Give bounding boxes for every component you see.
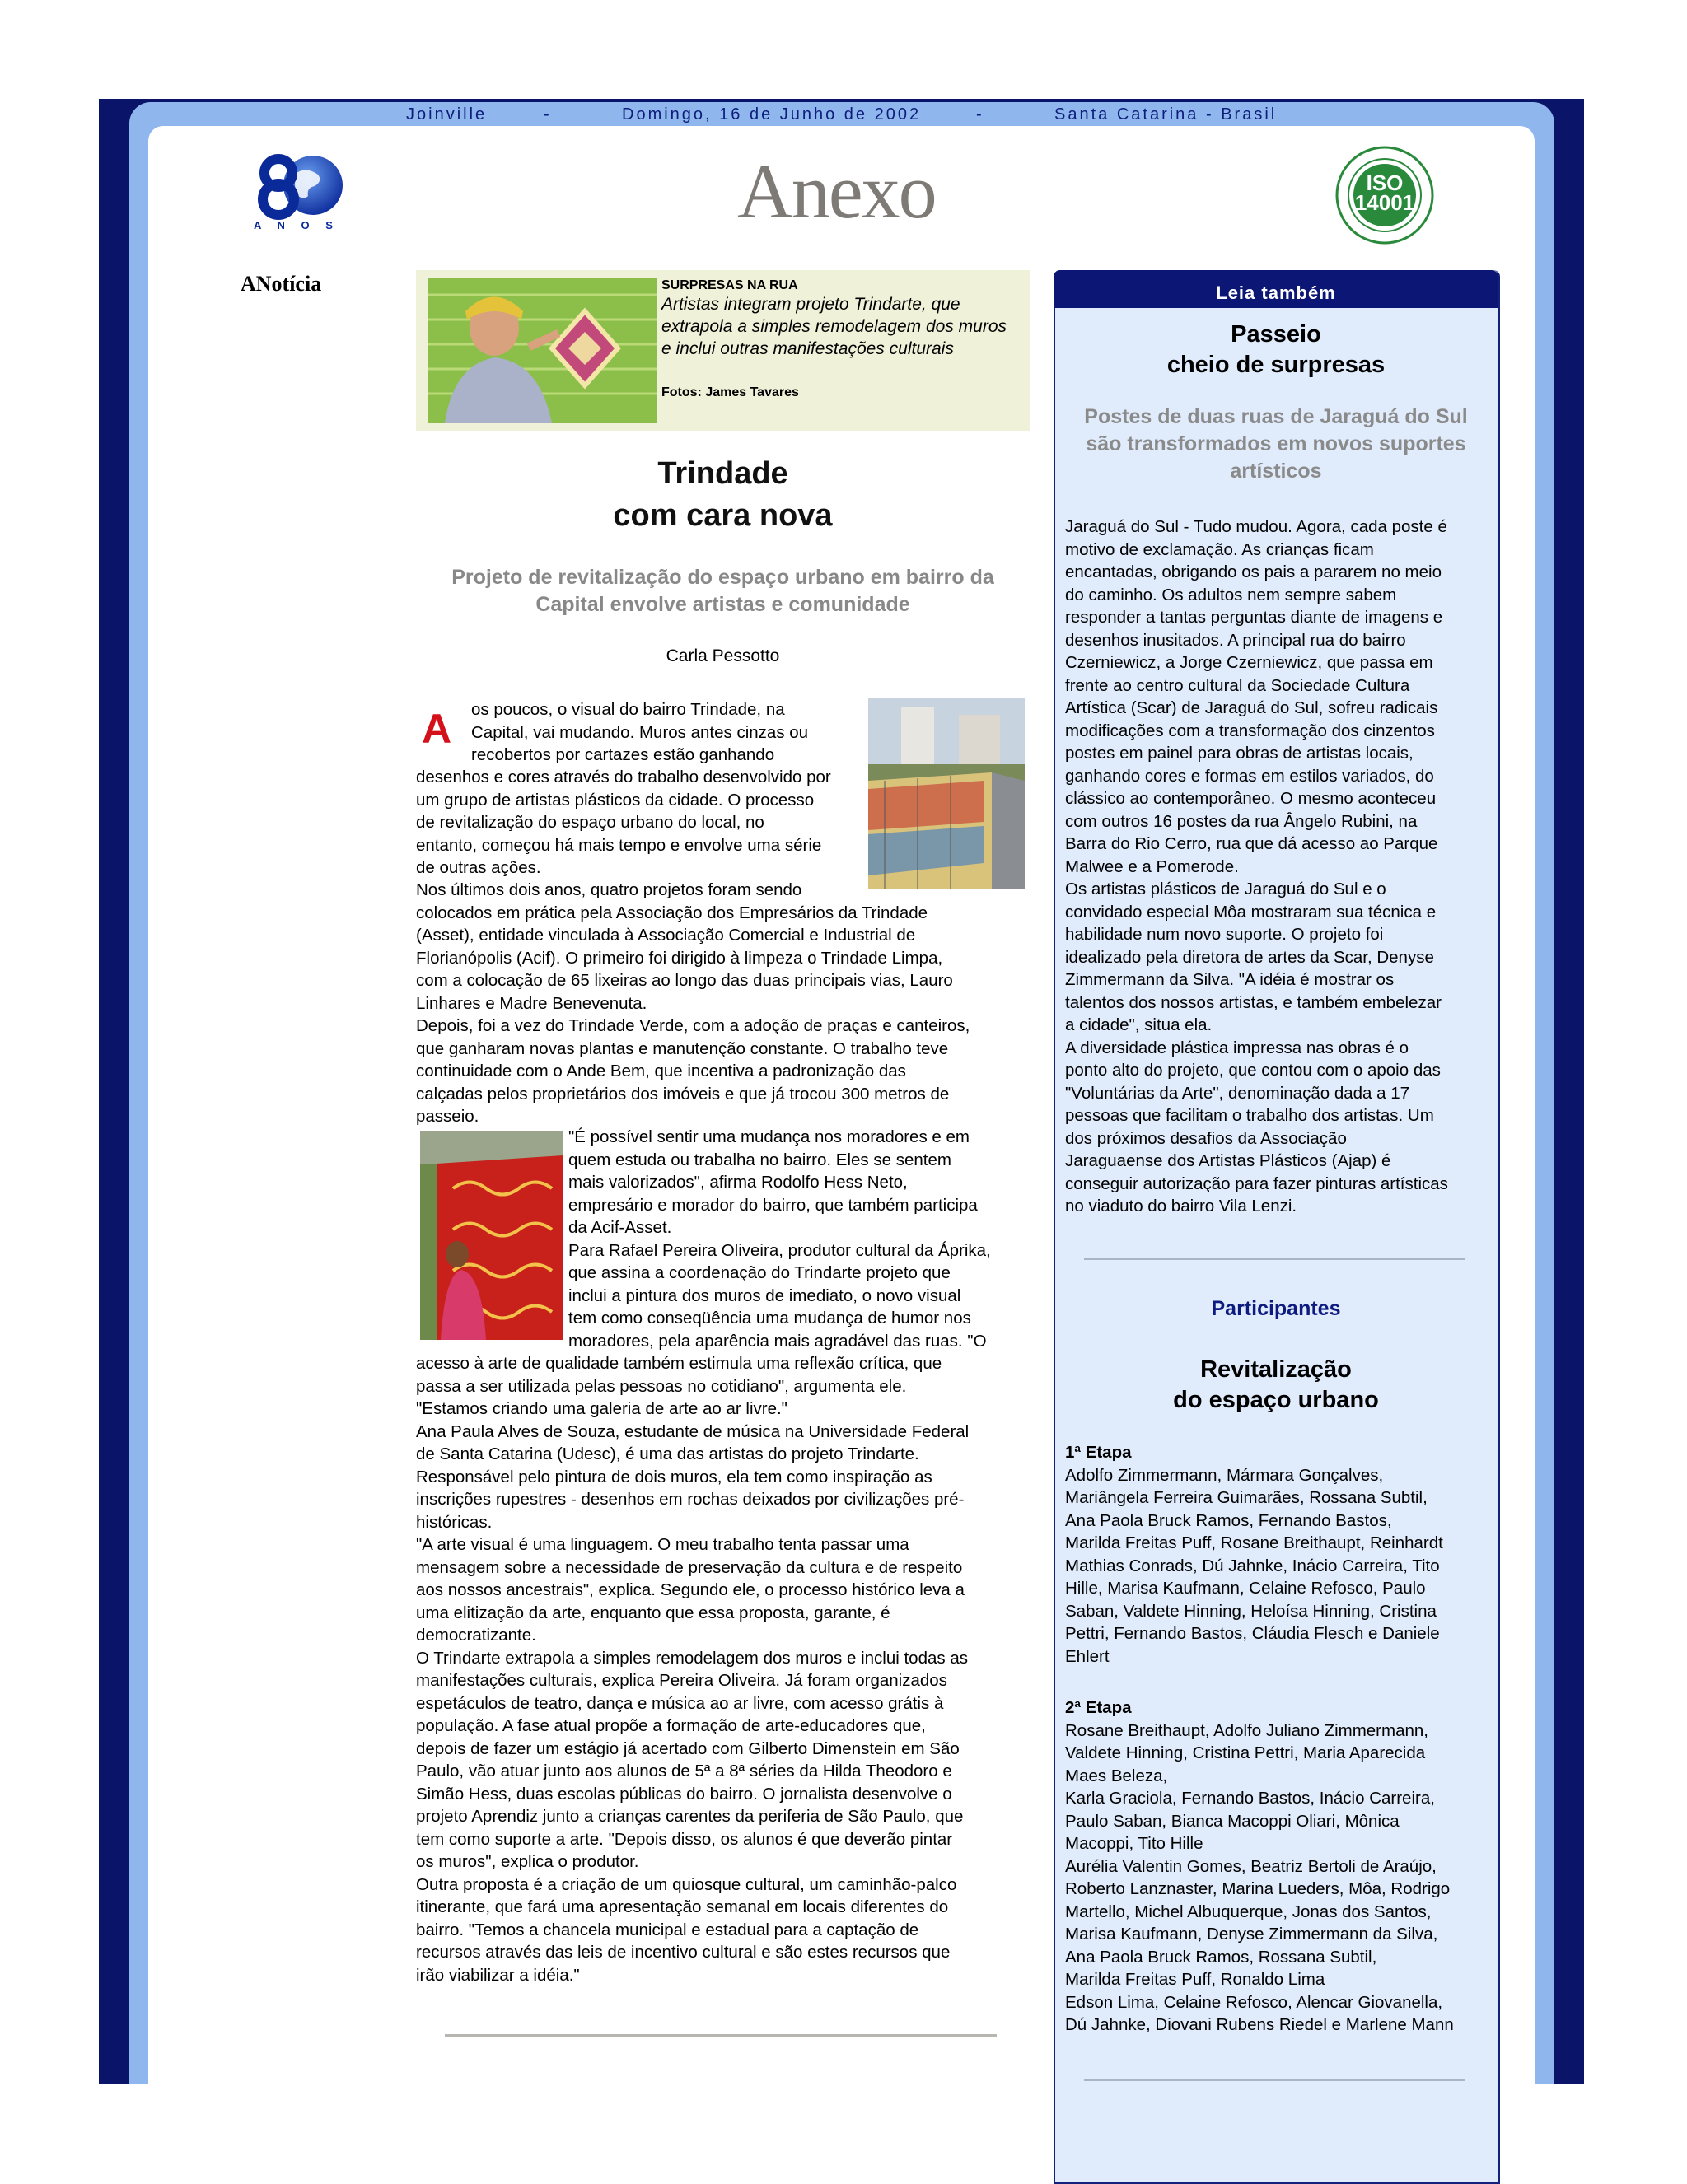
sidebar-title: Passeio cheio de surpresas	[1166, 321, 1386, 378]
sidebar-header: Leia também	[1054, 270, 1498, 308]
etapa-1-list: 1ª Etapa Adolfo Zimmermann, Mármara Gonçalves, Mariângela Ferreira Guimarães, Rossana Subtil, Ana Paola Bruck Ramos, Fernando Bastos, Marilda Freitas Puff, Rosane Breithaupt, Reinhardt Mathias Conrads, Dú Jahnke, Inácio Carreira, Tito Hille, Marisa Kaufmann, Celaine Refosco, Paulo Saban, Valdete Hinning, Heloísa Hinning, Cristina Pettri, Fernando Bastos, Cláudia Flesch e Daniele Ehlert	[1065, 1441, 1487, 1668]
article-author: Carla Pessotto	[666, 646, 780, 665]
drop-cap: A	[422, 706, 452, 752]
paragraph-2: Nos últimos dois anos, quatro projetos foram sendo colocados em prática pela Associação dos Empresários da Trindade (Asset), entidade vinculada à Associação Comercial e Industrial de Florianópolis (Acif). O primeiro foi dirigido à limpeza o Trindade Limpa, com a colocação de 65 lixeiras ao longo das duas principais vias, Lauro Linhares e Madre Benevenuta. Depois, foi a vez do Trindade Verde, com a adoção de praças e canteiros, que ganharam novas plantas e manutenção constante. O trabalho teve continuidade com o Ande Bem, que incentiva a padronização das calçadas pelos proprietários dos imóveis e que já trocou 300 metros de passeio.	[416, 880, 970, 1126]
article-divider	[445, 2034, 997, 2037]
caption-text: Artistas integram projeto Trindarte, que extrapola a simples remodelagem dos muros e inclui outras manifestações culturais	[661, 295, 1007, 358]
photo-credit: Fotos: James Tavares	[661, 385, 799, 399]
iso-text: ISO 14001	[1354, 170, 1415, 215]
brand-name[interactable]: ANotícia	[241, 272, 322, 296]
sidebar-body: Jaraguá do Sul - Tudo mudou. Agora, cada poste é motivo de exclamação. As crianças ficam encantadas, obrigando os pais a pararem no meio do caminho. Os adultos nem sempre sabem responder a tantas perguntas diante de imagens e desenhos inusitados. A principal rua do bairro Czerniewicz, a Jorge Czerniewicz, que passa em frente ao centro cultural da Sociedade Cultura Artística (Scar) de Jaraguá do Sul, sofreu radicais modificações com a transformação dos cinzentos postes em painel para obras de artistas locais, ganhando cores e formas em estilos variados, do clássico ao contemporâneo. O mesmo aconteceu com outros 16 postes da rua Ângelo Rubini, na Barra do Rio Cerro, rua que dá acesso ao Parque Malwee e a Pomerode. Os artistas plásticos de Jaraguá do Sul e o convidado especial Môa mostraram sua técnica e habilidade num novo suporte. O projeto foi idealizado pela diretora de artes da Scar, Denyse Zimmermann da Silva. "A idéia é mostrar os talentos dos nossos artistas, e também embelezar a cidade", situa ela. A diversidade plástica impressa nas obras é o ponto alto do projeto, que contou com o apoio das "Voluntárias da Arte", denominação dada a 17 pessoas que facilitam o trabalho dos artistas. Um dos próximos desafios da Associação Jaraguaense dos Artistas Plásticos (Ajap) é conseguir autorização para fazer pinturas artísticas no viaduto do bairro Vila Lenzi.	[1065, 517, 1448, 1216]
paragraph-4: acesso à arte de qualidade também estimula uma reflexão crítica, que passa a ser utilizada pelas pessoas no cotidiano", argumenta ele. "Estamos criando uma galeria de arte ao ar livre." Ana Paula Alves de Souza, estudante de música na Universidade Federal de Santa Catarina (Udesc), é uma das artistas do projeto Trindarte. Responsável pelo pintura de dois muros, ela tem como inspiração as inscrições rupestres - desenhos em rochas deixados por civilizações pré- históricas. "A arte visual é uma linguagem. O meu trabalho tenta passar uma mensagem sobre a necessidade de preservação da cultura e de respeito aos nossos ancestrais", explica. Segundo ele, o processo histórico leva a uma elitização da arte, enquanto que essa proposta, garante, é democratizante. O Trindarte extrapola a simples remodelagem dos muros e inclui todas as manifestações culturais, explica Pereira Oliveira. Já foram organizados espetáculos de teatro, dança e música ao ar livre, com acesso grátis à população. A fase atual propõe a formação de arte-educadores que, depois de fazer um estágio já acertado com Gilberto Dimenstein em São Paulo, vão atuar junto aos alunos de 5ª a 8ª séries da Hilda Theodoro e Simão Hess, duas escolas públicas do bairro. O jornalista desenvolve o projeto Aprendiz junto a crianças carentes da periferia de São Paulo, que tem como suporte a arte. "Depois disso, os alunos é que deverão pintar os muros", explica o produtor. Outra proposta é a criação de um quiosque cultural, um caminhão-palco itinerante, que fará uma apresentação semanal em locais diferentes do bairro. "Temos a chancela municipal e estadual para a captação de recursos através das leis de incentivo cultural e são estes recursos que irão viabilizar a idéia."	[416, 1354, 970, 1985]
sidebar-divider	[1084, 1258, 1465, 1260]
caption-kicker: SURPRESAS NA RUA	[661, 278, 798, 292]
date-bar	[0, 104, 1687, 125]
paragraph-3: "É possível sentir uma mudança nos moradores e em quem estuda ou trabalha no bairro. Eles se sentem mais valorizados", afirma Rodolfo Hess Neto, empresário e morador do bairro, que também participa da Acif-Asset. Para Rafael Pereira Oliveira, produtor cultural da Áprika, que assina a coordenação do Trindarte projeto que inclui a pintura dos muros de imediato, o novo visual tem como conseqüência uma mudança de humor nos moradores, pela aparência mais agradável das ruas. "O	[568, 1127, 991, 1351]
paragraph-1-rest: desenhos e cores através do trabalho desenvolvido por um grupo de artistas plásticos da cidade. O processo de revitalização do espaço urbano do local, no entanto, começou há mais tempo e envolve uma série de outras ações.	[416, 768, 831, 877]
section-title: Anexo	[737, 149, 936, 235]
painting-mural-photo[interactable]	[420, 1131, 563, 1340]
etapa-1-label: 1ª Etapa	[1065, 1443, 1132, 1462]
separator: -	[544, 105, 552, 124]
artist-painting-photo[interactable]	[428, 278, 657, 423]
article-headline: Trindade com cara nova	[613, 456, 833, 533]
region-label: Santa Catarina - Brasil	[1054, 105, 1278, 124]
iso-seal	[1334, 145, 1435, 245]
city-label: Joinville	[406, 105, 488, 124]
sidebar-divider-bottom	[1084, 2079, 1465, 2081]
article-subhead: Projeto de revitalização do espaço urbano em bairro da Capital envolve artistas e comunidade	[451, 566, 994, 616]
sidebar-subhead: Postes de duas ruas de Jaraguá do Sul são transformados em novos suportes artísticos	[1084, 405, 1468, 483]
participants-title: Revitalização do espaço urbano	[1173, 1356, 1379, 1413]
participants-label: Participantes	[1211, 1297, 1341, 1320]
paragraph-1-lead: os poucos, o visual do bairro Trindade, na Capital, vai mudando. Muros antes cinzas ou recobertos por cartazes estão ganhando	[471, 700, 809, 764]
anos-label: A N O S	[254, 219, 339, 231]
date-label: Domingo, 16 de Junho de 2002	[622, 105, 922, 124]
etapa-2-list: 2ª Etapa Rosane Breithaupt, Adolfo Juliano Zimmermann, Valdete Hinning, Cristina Pettri, Maria Aparecida Maes Beleza, Karla Graciola, Fernando Bastos, Inácio Carreira, Paulo Saban, Bianca Macoppi Oliari, Mônica Macoppi, Tito Hille Aurélia Valentin Gomes, Beatriz Bertoli de Araújo, Roberto Lanznaster, Marina Lueders, Môa, Rodrigo Martello, Michel Albuquerque, Jonas dos Santos, Marisa Kaufmann, Denyse Zimmermann da Silva, Ana Paola Bruck Ramos, Rossana Subtil, Marilda Freitas Puff, Ronaldo Lima Edson Lima, Celaine Refosco, Alencar Giovanella, Dú Jahnke, Diovani Rubens Riedel e Marlene Mann	[1065, 1696, 1487, 2037]
anniversary-logo[interactable]	[247, 148, 350, 235]
separator: -	[976, 105, 984, 124]
etapa-2-label: 2ª Etapa	[1065, 1698, 1132, 1717]
